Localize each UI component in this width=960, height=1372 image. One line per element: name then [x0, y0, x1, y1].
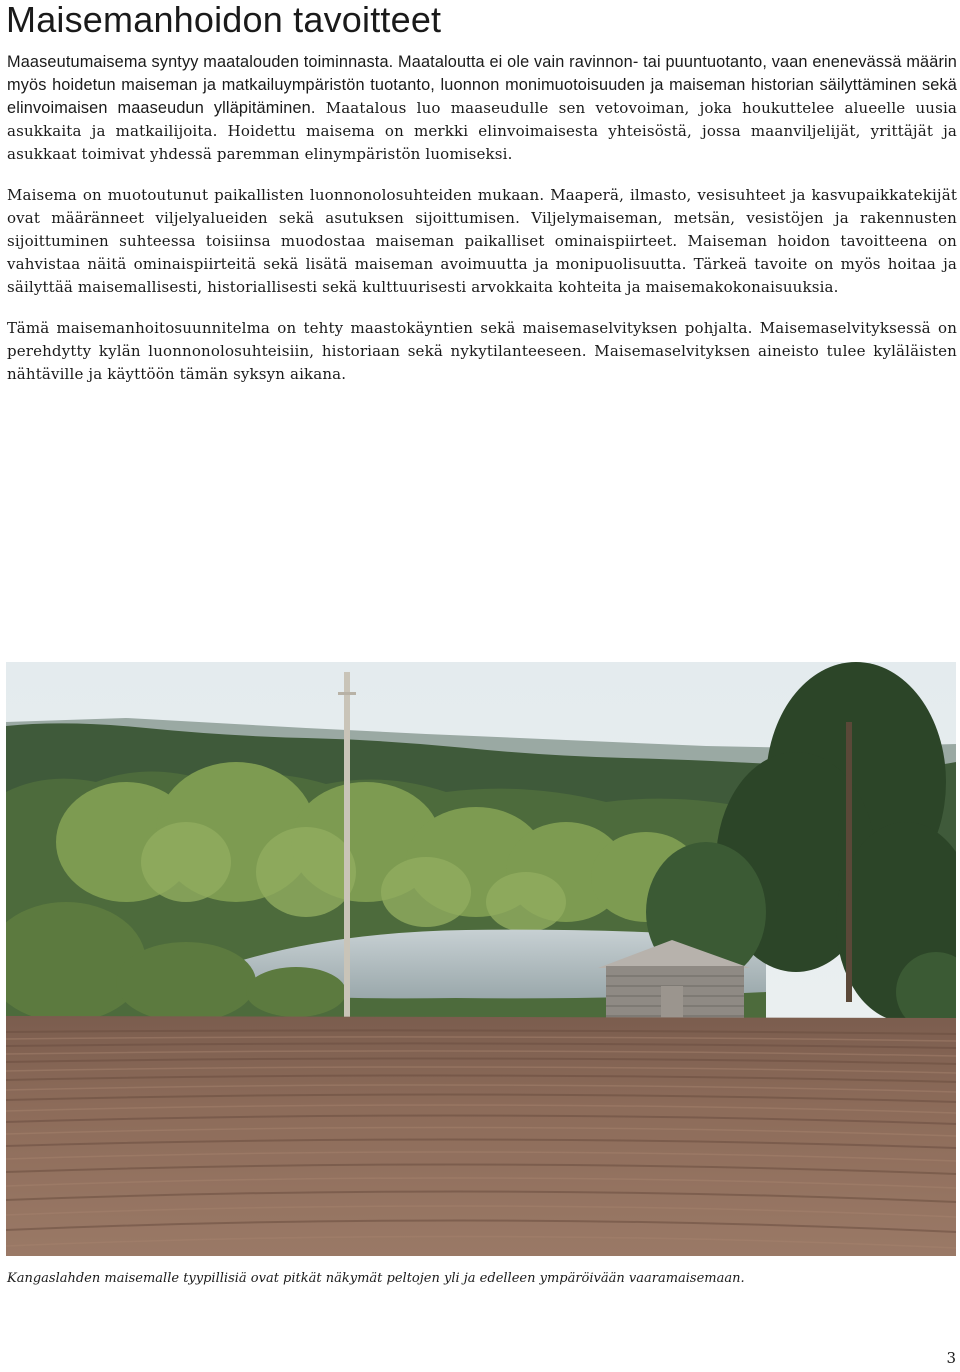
body-text — [7, 51, 957, 404]
paragraph-1-rest: Maatalous luo maaseudulle sen vetovoiman, joka houkuttelee alueelle uusia asukkaita ja matkailijoita. Hoidettu maisema on merkki elinvoimaisesta yhteisöstä, jossa maanviljelijät, yrittäjät ja asukkaat toimivat yhdessä paremman elinympäristön luomiseksi. — [7, 99, 957, 163]
page-title: Maisemanhoidon tavoitteet — [6, 0, 442, 40]
utility-pole — [344, 672, 350, 1022]
page-number: 3 — [946, 1349, 956, 1367]
landscape-photo — [6, 662, 956, 1256]
paragraph-3: Tämä maisemanhoitosuunnitelma on tehty maastokäyntien sekä maisemaselvityksen pohjalta. Maisemaselvityksessä on perehdytty kylän luonnonolosuhteisiin, historiaan sekä nykytilanteeseen. Maisemaselvityksen aineisto tulee kyläläisten nähtäville ja käyttöön tämän syksyn aikana. — [7, 319, 957, 383]
paragraph-1 — [7, 51, 957, 166]
photo-caption: Kangaslahden maisemalle tyypillisiä ovat pitkät näkymät peltojen yli ja edelleen ympäröivään vaaramaisemaan. — [7, 1271, 745, 1286]
paragraph-2: Maisema on muotoutunut paikallisten luonnonolosuhteiden mukaan. Maaperä, ilmasto, vesisuhteet ja kasvupaikkatekijät ovat määränneet viljelyalueiden sekä asutuksen sijoittumisen. Viljelymaiseman, metsän, vesistöjen ja rakennusten sijoittuminen suhteessa toisiinsa muodostaa maiseman paikalliset ominaispiirteet. Maiseman hoidon tavoitteena on vahvistaa näitä ominaispiirteitä sekä lisätä maiseman avoimuutta ja monipuolisuutta. Tärkeä tavoite on myös hoitaa ja säilyttää maisemallisesti, historiallisesti sekä kulttuurisesti arvokkaita kohteita ja maisemakokonaisuuksia. — [7, 186, 957, 296]
paragraph-1-lead: Maaseutumaisema syntyy maatalouden toiminnasta. Maataloutta ei ole vain ravinnon- tai puuntuotanto, vaan enenevässä määrin myös hoidetun maiseman ja matkailuympäristön tuotanto, luonnon monimuotoisuuden ja maiseman historian säilyttäminen sekä elinvoimaisen maaseudun ylläpitäminen. — [7, 53, 957, 117]
